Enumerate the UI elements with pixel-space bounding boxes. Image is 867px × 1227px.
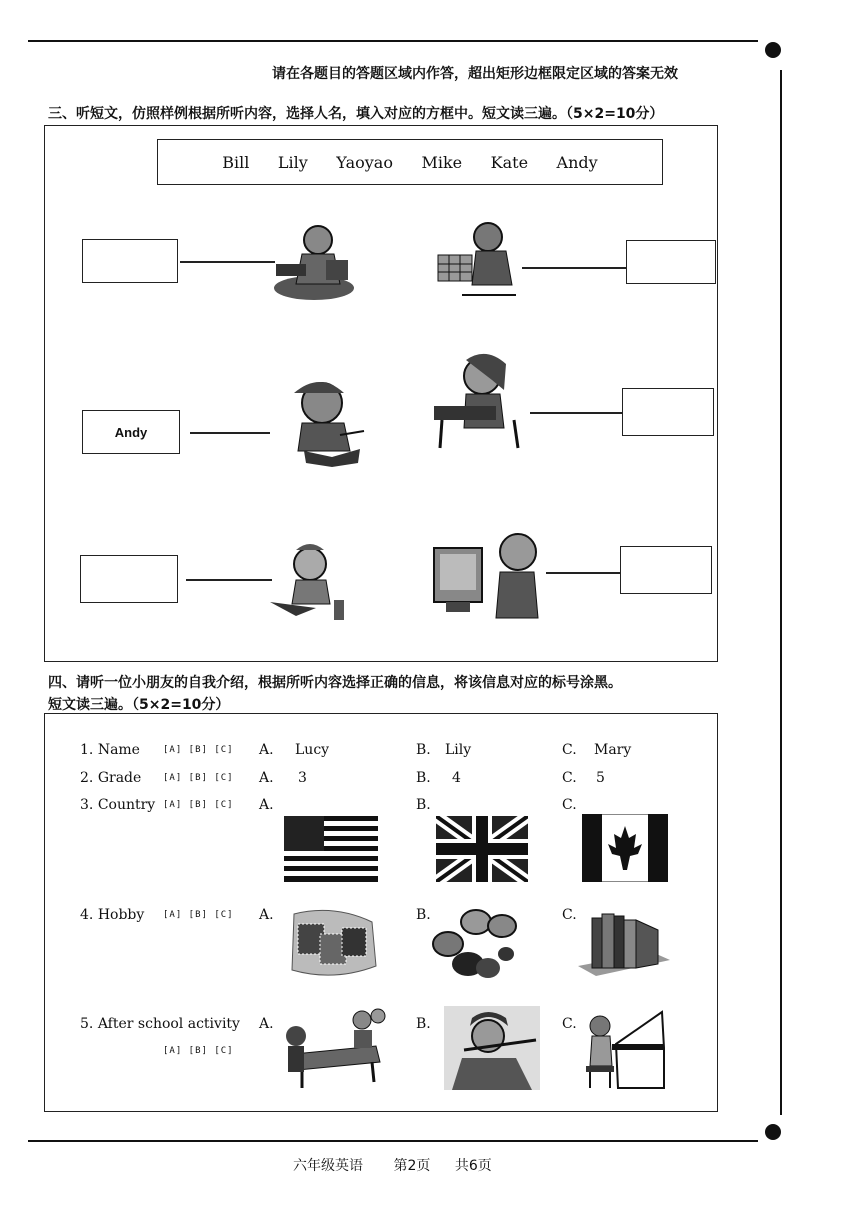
q5-option-b-letter: B. xyxy=(416,1016,431,1032)
name-bank xyxy=(157,139,663,185)
child-cooking-picture xyxy=(268,218,360,303)
name-mike: Mike xyxy=(421,152,463,172)
answer-area-notice: 请在各题目的答题区域内作答，超出矩形边框限定区域的答案无效 xyxy=(272,66,678,82)
q5-option-c-letter: C. xyxy=(562,1016,577,1032)
footer-total: 共6页 xyxy=(454,1158,492,1174)
q5-number: 5. xyxy=(80,1016,94,1032)
books-icon[interactable] xyxy=(576,910,672,980)
q2-number: 2. xyxy=(80,770,94,786)
q4-option-b-letter: B. xyxy=(416,907,431,923)
connector-line-1 xyxy=(180,261,275,263)
connector-line-3 xyxy=(190,432,270,434)
coins-icon[interactable] xyxy=(430,906,522,982)
q1-bubbles[interactable]: [A] [B] [C] xyxy=(163,745,234,755)
alignment-dot xyxy=(765,42,781,58)
child-making-model-plane-picture xyxy=(266,538,360,628)
q3-number: 3. xyxy=(80,797,94,813)
q4-label xyxy=(80,907,144,923)
q1-label xyxy=(80,742,140,758)
q4-number: 4. xyxy=(80,907,94,923)
answer-box-4[interactable] xyxy=(622,388,714,436)
child-playing-chess-picture xyxy=(432,215,522,300)
alignment-dot-bottom xyxy=(765,1124,781,1140)
uk-flag-icon[interactable] xyxy=(436,816,528,882)
child-reading-book-picture xyxy=(280,373,372,468)
q2-option-c-letter: C. xyxy=(562,770,577,786)
q1-option-b[interactable]: Lily xyxy=(445,742,472,758)
q5-bubbles[interactable]: [A] [B] [C] xyxy=(163,1046,234,1056)
q2-bubbles[interactable]: [A] [B] [C] xyxy=(163,773,234,783)
q3-text: Country xyxy=(97,797,156,813)
connector-line-2 xyxy=(522,267,626,269)
q2-option-c[interactable]: 5 xyxy=(596,770,605,786)
q3-label xyxy=(80,797,155,813)
footer xyxy=(293,1155,492,1175)
answer-box-example: Andy xyxy=(82,410,180,454)
section4-title-line2: 短文读三遍。（5×2=10分） xyxy=(48,697,230,713)
answer-box-1[interactable] xyxy=(82,239,178,283)
answer-box-5[interactable] xyxy=(80,555,178,603)
q1-number: 1. xyxy=(80,742,94,758)
name-andy: Andy xyxy=(556,152,598,172)
table-tennis-icon[interactable] xyxy=(280,1008,390,1090)
q3-option-b-letter: B. xyxy=(416,797,431,813)
q1-text: Name xyxy=(97,742,140,758)
answer-box-6[interactable] xyxy=(620,546,712,594)
section4-title-line1: 四、请听一位小朋友的自我介绍，根据所听内容选择正确的信息，将该信息对应的标号涂黑。 xyxy=(48,675,622,691)
q3-bubbles[interactable]: [A] [B] [C] xyxy=(163,800,234,810)
top-rule xyxy=(28,40,758,42)
usa-flag-icon[interactable] xyxy=(284,816,378,882)
answer-box-2[interactable] xyxy=(626,240,716,284)
bottom-rule xyxy=(28,1140,758,1142)
q1-option-a[interactable]: Lucy xyxy=(295,742,330,758)
stamps-icon[interactable] xyxy=(284,908,378,980)
canada-flag-icon[interactable] xyxy=(582,814,668,882)
name-yaoyao: Yaoyao xyxy=(336,152,393,172)
section3-title: 三、听短文，仿照样例根据所听内容，选择人名，填入对应的方框中。短文读三遍。（5×2=10分） xyxy=(48,106,664,122)
q1-option-c[interactable]: Mary xyxy=(594,742,632,758)
q2-option-b-letter: B. xyxy=(416,770,431,786)
connector-line-4 xyxy=(530,412,622,414)
q4-option-a-letter: A. xyxy=(259,907,274,923)
connector-line-5 xyxy=(186,579,272,581)
playing-flute-icon[interactable] xyxy=(444,1006,540,1090)
q5-text: After school activity xyxy=(97,1016,240,1032)
q4-text: Hobby xyxy=(97,907,145,923)
connector-line-6 xyxy=(546,572,620,574)
q1-option-a-letter: A. xyxy=(259,742,274,758)
q4-option-c-letter: C. xyxy=(562,907,577,923)
child-using-computer-picture xyxy=(430,522,546,630)
q5-option-a-letter: A. xyxy=(259,1016,274,1032)
q3-option-c-letter: C. xyxy=(562,797,577,813)
q2-text: Grade xyxy=(97,770,142,786)
q3-option-a-letter: A. xyxy=(259,797,274,813)
footer-subject: 六年级英语 xyxy=(293,1158,363,1174)
right-margin-rule xyxy=(780,70,782,1115)
child-painting-picture xyxy=(430,350,530,450)
playing-piano-icon[interactable] xyxy=(582,1008,668,1090)
q5-label xyxy=(80,1016,240,1032)
name-bill: Bill xyxy=(222,152,250,172)
q2-option-b[interactable]: 4 xyxy=(452,770,461,786)
q1-option-b-letter: B. xyxy=(416,742,431,758)
q2-label xyxy=(80,770,141,786)
q4-bubbles[interactable]: [A] [B] [C] xyxy=(163,910,234,920)
q1-option-c-letter: C. xyxy=(562,742,577,758)
name-kate: Kate xyxy=(490,152,529,172)
footer-page: 第2页 xyxy=(393,1158,431,1174)
q2-option-a[interactable]: 3 xyxy=(298,770,307,786)
name-lily: Lily xyxy=(277,152,308,172)
q2-option-a-letter: A. xyxy=(259,770,274,786)
